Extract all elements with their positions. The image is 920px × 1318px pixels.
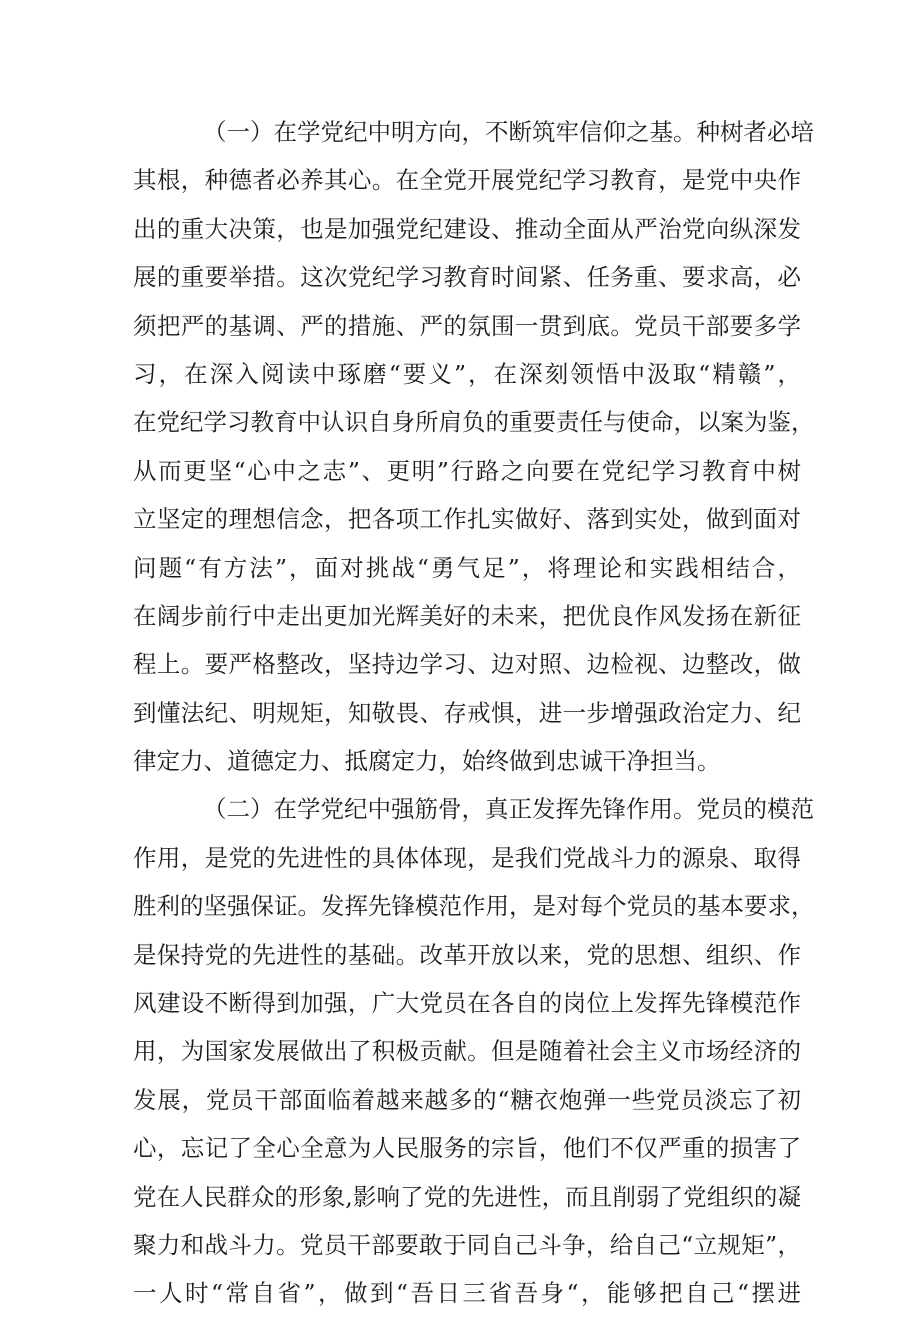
document-body (133, 108, 815, 1318)
paragraph-2 (133, 785, 815, 1317)
text-line: 问题“有方法”，面对挑战“勇气足”，将理论和实践相结合， (133, 553, 801, 582)
text-line: 立坚定的理想信念，把各项工作扎实做好、落到实处，做到面对 (133, 505, 801, 534)
text-line: 在党纪学习教育中认识自身所肩负的重要责任与使命，以案为鉴， (133, 408, 815, 437)
text-line: 党在人民群众的形象,影响了党的先进性，而且削弱了党组织的凝 (133, 1182, 801, 1211)
text-line: 胜利的坚强保证。发挥先锋模范作用，是对每个党员的基本要求， (133, 892, 815, 921)
text-line: 是保持党的先进性的基础。改革开放以来，党的思想、组织、作 (133, 940, 801, 969)
text-line: 心，忘记了全心全意为人民服务的宗旨，他们不仅严重的损害了 (133, 1134, 801, 1163)
text-line: 习，在深入阅读中琢磨“要义”，在深刻领悟中汲取“精赣”， (133, 359, 801, 388)
text-line: 聚力和战斗力。党员干部要敢于同自己斗争，给自己“立规矩”， (133, 1230, 801, 1259)
text-line: 出的重大决策，也是加强党纪建设、推动全面从严治党向纵深发 (133, 214, 801, 243)
text-line: 一人时“常自省”，做到“吾日三省吾身“，能够把自己“摆进 (133, 1279, 801, 1308)
text-line: 在阔步前行中走出更加光辉美好的未来，把优良作风发扬在新征 (133, 601, 801, 630)
text-line: 程上。要严格整改，坚持边学习、边对照、边检视、边整改，做 (133, 650, 801, 679)
text-line: 风建设不断得到加强，广大党员在各自的岗位上发挥先锋模范作 (133, 989, 801, 1018)
text-line: 从而更坚“心中之志”、更明”行路之向要在党纪学习教育中树 (133, 456, 801, 485)
text-line: 到懂法纪、明规矩，知敬畏、存戒惧，进一步增强政治定力、纪 (133, 698, 801, 727)
text-line: 展的重要举措。这次党纪学习教育时间紧、任务重、要求高，必 (133, 263, 801, 292)
text-line: 其根，种德者必养其心。在全党开展党纪学习教育，是党中央作 (133, 166, 801, 195)
text-line: 作用，是党的先进性的具体体现，是我们党战斗力的源泉、取得 (133, 843, 801, 872)
paragraph-1 (133, 108, 815, 785)
text-line: 发展，党员干部面临着越来越多的“糖衣炮弹一些党员淡忘了初 (133, 1085, 801, 1114)
text-line: （二）在学党纪中强筋骨，真正发挥先锋作用。党员的模范 (203, 795, 814, 824)
text-line: 须把严的基调、严的措施、严的氛围一贯到底。党员干部要多学 (133, 311, 801, 340)
text-line: 律定力、道德定力、抵腐定力，始终做到忠诚干净担当。 (133, 747, 721, 776)
text-line: （一）在学党纪中明方向，不断筑牢信仰之基。种树者必培 (203, 118, 814, 146)
text-line: 用，为国家发展做出了积极贡献。但是随着社会主义市场经济的 (133, 1037, 801, 1066)
